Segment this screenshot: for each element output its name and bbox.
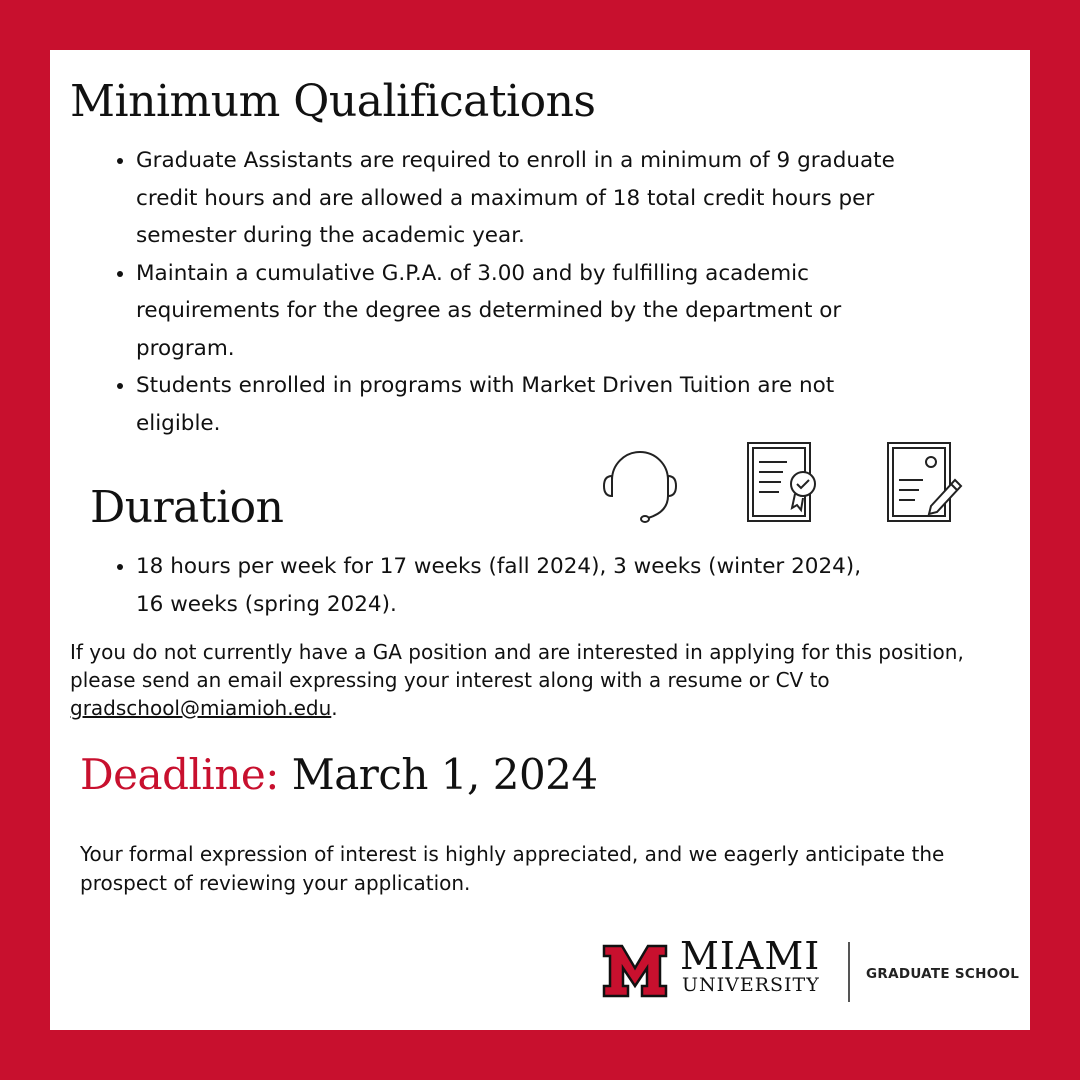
list-item: • Students enrolled in programs with Market Driven Tuition are not eligible. <box>136 367 896 442</box>
document-edit-icon <box>885 440 967 526</box>
headset-icon <box>600 446 680 526</box>
miami-university-logo <box>602 934 1022 1010</box>
list-item: • 18 hours per week for 17 weeks (fall 2024), 3 weeks (winter 2024), 16 weeks (spring 2024). <box>136 548 866 623</box>
duration-heading: Duration <box>90 482 284 533</box>
instructions-suffix: . <box>331 696 338 720</box>
deadline-label: Deadline: <box>80 750 279 799</box>
logo-unit: GRADUATE SCHOOL <box>866 966 1020 982</box>
email-link[interactable]: gradschool@miamioh.edu <box>70 696 332 720</box>
closing-statement: Your formal expression of interest is highly appreciated, and we eagerly anticipate the prospect of reviewing your application. <box>80 842 945 895</box>
application-instructions <box>70 638 1020 722</box>
instructions-text: If you do not currently have a GA position and are interested in applying for this position, please send an email expressing your interest along with a resume or CV to <box>70 640 964 692</box>
certificate-icon <box>745 440 825 526</box>
duration-list <box>102 548 866 623</box>
deadline-date: March 1, 2024 <box>291 750 598 799</box>
list-item: • Graduate Assistants are required to enroll in a minimum of 9 graduate credit hours and are allowed a maximum of 18 total credit hours per semester during the academic year. <box>136 142 896 255</box>
minimum-qualifications-list <box>102 142 896 442</box>
logo-divider <box>848 942 850 1002</box>
logo-subtitle: UNIVERSITY <box>682 974 820 996</box>
minimum-qualifications-heading: Minimum Qualifications <box>70 76 596 127</box>
miami-m-logo-icon <box>602 944 668 998</box>
list-item: • Maintain a cumulative G.P.A. of 3.00 and by fulfilling academic requirements for the degree as determined by the department or program. <box>136 255 896 368</box>
logo-name: MIAMI <box>680 934 821 978</box>
icon-row <box>600 440 970 530</box>
flyer-card <box>50 50 1030 1030</box>
deadline <box>80 750 598 799</box>
